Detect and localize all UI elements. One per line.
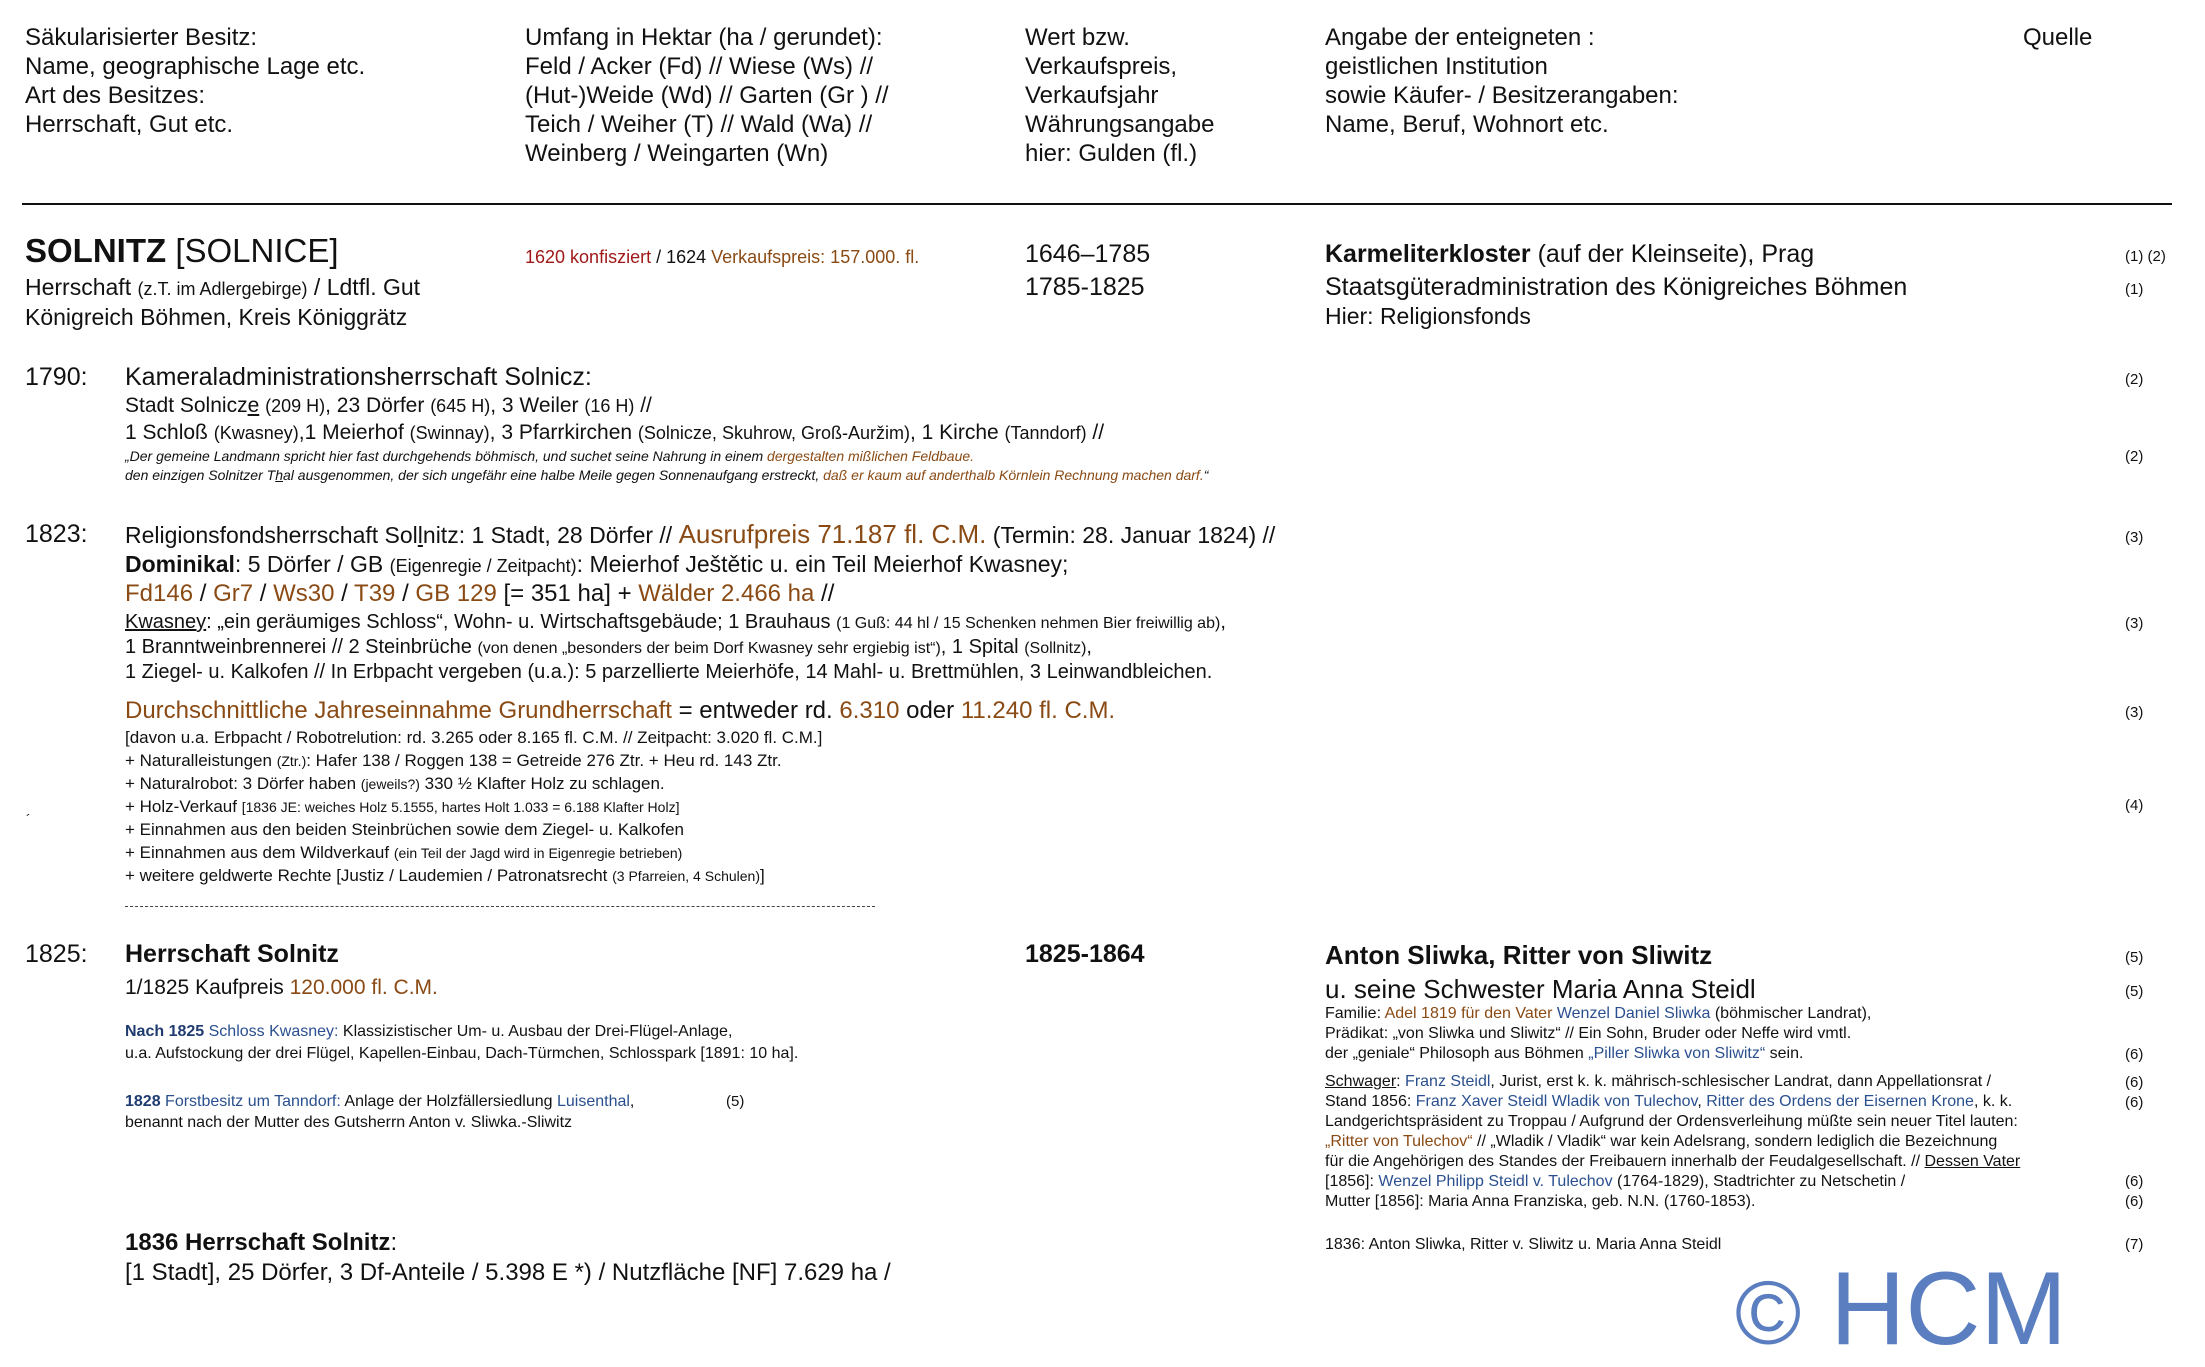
text: 1828 xyxy=(125,1093,161,1110)
entry-location: Königreich Böhmen, Kreis Königgrätz xyxy=(25,304,408,330)
header-line: Herrschaft, Gut etc. xyxy=(25,111,234,138)
detail-line: + Einnahmen aus den beiden Steinbrüchen sowie dem Ziegel- u. Kalkofen xyxy=(125,820,684,839)
text: (Kwasney) xyxy=(213,423,299,443)
header-line: Teich / Weiher (T) // Wald (Wa) // xyxy=(525,111,873,138)
text: l xyxy=(417,522,423,548)
text: : xyxy=(390,1229,398,1256)
source-ref: (4) xyxy=(2125,797,2144,814)
text: “ xyxy=(1203,467,1209,483)
text: (16 H) xyxy=(584,396,635,416)
quote-line xyxy=(125,447,974,466)
text: Dessen Vater xyxy=(1924,1153,2021,1170)
source-ref: (7) xyxy=(2125,1236,2144,1253)
family-line xyxy=(1325,1044,1803,1064)
text: / xyxy=(253,580,274,607)
section-line: [1 Stadt], 25 Dörfer, 3 Df-Anteile / 5.398 E *) / Nutzfläche [NF] 7.629 ha / xyxy=(125,1259,891,1286)
text: „Der gemeine Landmann spricht hier fast durchgehends böhmisch, und suchet seine Nahrung in einem xyxy=(125,448,768,464)
family-line xyxy=(1325,1004,1871,1024)
text: Gr7 xyxy=(213,580,254,607)
text: 1/1825 Kaufpreis xyxy=(125,976,290,999)
section-line xyxy=(125,579,834,609)
header-line: hier: Gulden (fl.) xyxy=(1025,140,1198,167)
text: [= 351 ha] + xyxy=(496,580,639,607)
text: (Tanndorf) xyxy=(1004,423,1087,443)
text: Wenzel Philipp Steidl v. Tulechov xyxy=(1378,1173,1613,1190)
text: , k. k. xyxy=(1973,1093,2013,1110)
owner-line: Hier: Religionsfonds xyxy=(1325,303,1531,329)
text: „Ritter von Tulechov“ xyxy=(1325,1133,1473,1150)
text: , 23 Dörfer xyxy=(325,394,431,417)
text: 1 Branntweinbrennerei // 2 Steinbrüche xyxy=(125,636,478,658)
entry-title xyxy=(25,231,339,271)
source-ref: (6) xyxy=(2125,1046,2144,1063)
header-col-source: Quelle xyxy=(2023,24,2093,51)
text: (ein Teil der Jagd wird in Eigenregie betrieben) xyxy=(393,845,683,861)
section-line xyxy=(125,393,652,419)
text: , xyxy=(629,1093,635,1110)
section-year: 1790: xyxy=(25,363,88,391)
text: dergestalten mißlichen Feldbaue. xyxy=(767,448,975,464)
text: (auf der Kleinseite), Prag xyxy=(1530,240,1815,268)
text: Religionsfondsherrschaft Sol xyxy=(125,522,418,548)
text: Familie: xyxy=(1325,1005,1385,1022)
text: für die Angehörigen des Standes der Freibauern innerhalb der Feudalgesellschaft. // xyxy=(1325,1153,1925,1170)
text: Wälder 2.466 ha xyxy=(638,580,815,607)
sale-price: Verkaufspreis: 157.000. fl. xyxy=(711,247,920,267)
text: // xyxy=(814,580,835,607)
entry-owners xyxy=(1325,240,1907,331)
source-ref: (1) (2) xyxy=(2125,248,2166,265)
detail-line xyxy=(125,797,679,817)
source-ref: (5) xyxy=(726,1093,745,1110)
text: (645 H) xyxy=(430,396,491,416)
section-line: 1 Ziegel- u. Kalkofen // In Erbpacht vergeben (u.a.): 5 parzellierte Meierhöfe, 14 Mahl- u. Brettmühlen, 3 Leinwandbleichen. xyxy=(125,661,1213,683)
text: Franz Steidl xyxy=(1405,1073,1491,1090)
text: der „geniale“ Philosoph aus Böhmen xyxy=(1325,1045,1589,1062)
text: Fd146 xyxy=(125,580,194,607)
entry-years xyxy=(1025,240,1150,302)
text: (Eigenregie / Zeitpacht) xyxy=(389,556,577,576)
header-line: Weinberg / Weingarten (Wn) xyxy=(525,140,829,167)
text: (Solnicze, Skuhrow, Groß-Auržim) xyxy=(637,423,910,443)
entry-type xyxy=(25,273,420,302)
text: den einzigen Solnitzer T xyxy=(125,467,276,483)
text: + Naturalleistungen xyxy=(125,751,277,770)
text: , xyxy=(1086,636,1092,658)
text: Kwasney xyxy=(125,611,207,633)
text: / xyxy=(193,580,214,607)
text: nitz: 1 Stadt, 28 Dörfer // xyxy=(422,522,679,548)
text: (böhmischer Landrat), xyxy=(1710,1005,1872,1022)
header-col-value xyxy=(1025,23,1214,168)
text: (3 Pfarreien, 4 Schulen) xyxy=(612,868,760,884)
text: + Einnahmen aus dem Wildverkauf xyxy=(125,843,394,862)
entry-name: SOLNITZ xyxy=(25,232,167,269)
text: + Naturalrobot: 3 Dörfer haben xyxy=(125,774,361,793)
section-line xyxy=(125,420,1104,446)
source-ref: (3) xyxy=(2125,704,2144,721)
text: (jeweils?) xyxy=(360,776,420,792)
watermark-text: HCM xyxy=(1801,1251,2068,1367)
text: Franz Xaver Steidl Wladik von Tulechov xyxy=(1415,1093,1698,1110)
header-line: Umfang in Hektar (ha / gerundet): xyxy=(525,24,883,51)
header-line: Angabe der enteigneten : xyxy=(1325,24,1595,51)
dashed-separator xyxy=(125,906,875,907)
text: Ritter von Sliwitz xyxy=(1502,940,1713,970)
section-year: 1823: xyxy=(25,520,88,548)
text: / xyxy=(395,580,416,607)
purchase-price xyxy=(125,975,438,1001)
text: Luisenthal xyxy=(556,1093,630,1110)
section-year: 1825: xyxy=(25,940,88,968)
note-line: u.a. Aufstockung der drei Flügel, Kapellen-Einbau, Dach-Türmchen, Schlosspark [1891: 10 ha]. xyxy=(125,1045,799,1062)
header-col-area xyxy=(525,23,889,168)
text: Schloss Kwasney: xyxy=(208,1023,339,1040)
year-range: 1646–1785 xyxy=(1025,240,1151,268)
source-ref: (6) xyxy=(2125,1173,2144,1190)
text: Forstbesitz um Tanndorf: xyxy=(160,1093,341,1110)
header-line: Säkularisierter Besitz: xyxy=(25,24,258,51)
text: Dominikal xyxy=(125,551,235,577)
text: // xyxy=(634,394,652,417)
entry-price xyxy=(525,246,919,268)
text: [1856]: xyxy=(1325,1173,1379,1190)
section-title: Herrschaft Solnitz xyxy=(125,940,339,968)
text: Karmeliterkloster xyxy=(1325,240,1531,268)
header-line: Name, Beruf, Wohnort etc. xyxy=(1325,111,1609,138)
text: Anton Sliwka xyxy=(1325,940,1489,970)
source-ref: (6) xyxy=(2125,1074,2144,1091)
text: (Ztr.) xyxy=(276,753,307,769)
detail-line: [davon u.a. Erbpacht / Robotrelution: rd. 3.265 oder 8.165 fl. C.M. // Zeitpacht: 3.020 fl. C.M.] xyxy=(125,728,823,747)
text: sein. xyxy=(1765,1045,1804,1062)
text: Durchschnittliche Jahreseinnahme Grundherrschaft xyxy=(125,697,672,724)
confiscation-note: 1620 konfisziert xyxy=(525,247,652,267)
text: , xyxy=(1697,1093,1707,1110)
text: : Meierhof Ještětic u. ein Teil Meierhof Kwasney; xyxy=(576,551,1069,577)
text: daß er kaum auf anderthalb Körnlein Rechnung machen darf. xyxy=(823,467,1204,483)
owner-line: u. seine Schwester Maria Anna Steidl xyxy=(1325,974,1756,1004)
text: Ws30 xyxy=(273,580,335,607)
source-ref: (5) xyxy=(2125,983,2144,1000)
family-line: Mutter [1856]: Maria Anna Franziska, geb. N.N. (1760-1853). xyxy=(1325,1193,1756,1210)
header-line: Verkaufsjahr xyxy=(1025,82,1159,109)
auction-price: Ausrufpreis 71.187 fl. C.M. xyxy=(678,519,987,549)
header-line: sowie Käufer- / Besitzerangaben: xyxy=(1325,82,1679,109)
text: Stadt Solnicz xyxy=(125,394,248,417)
text: , 3 Weiler xyxy=(490,394,585,417)
header-line: Art des Besitzes: xyxy=(25,82,206,109)
text: / Ldtfl. Gut xyxy=(307,274,421,300)
header-line: geistlichen Institution xyxy=(1325,53,1548,80)
text: T39 xyxy=(354,580,396,607)
text: : xyxy=(1396,1073,1406,1090)
family-line xyxy=(1325,1092,2012,1112)
owner-line: Staatsgüteradministration des Königreiches Böhmen xyxy=(1325,273,1908,301)
header-rule xyxy=(22,203,2172,205)
owner-line xyxy=(1325,240,1907,269)
detail-line xyxy=(125,843,682,863)
family-line xyxy=(1325,1152,2020,1172)
text: : 5 Dörfer / GB xyxy=(234,551,390,577)
text: (209 H) xyxy=(265,396,326,416)
text: (1 Guß: 44 hl / 15 Schenken nehmen Bier freiwillig ab) xyxy=(836,615,1221,632)
text: oder xyxy=(899,697,961,724)
header-line: Währungsangabe xyxy=(1025,111,1215,138)
source-ref: (2) xyxy=(2125,371,2144,388)
detail-line xyxy=(125,751,782,771)
text: Herrschaft xyxy=(25,274,138,300)
header-col-name xyxy=(25,23,365,139)
year-range: 1785-1825 xyxy=(1025,273,1145,301)
text: al ausgenommen, der sich ungefähr eine halbe Meile gegen Sonnenaufgang erstreckt, xyxy=(283,467,824,483)
section-line xyxy=(125,521,1275,548)
text: : „ein geräumiges Schloss“, Wohn- u. Wirtschaftsgebäude; 1 Brauhaus xyxy=(206,611,837,633)
header-line: Feld / Acker (Fd) // Wiese (Ws) // xyxy=(525,53,874,80)
text: // „Wladik / Vladik“ war kein Adelsrang, sondern lediglich die Bezeichnung xyxy=(1472,1133,1998,1150)
copyright-icon: © xyxy=(1735,1264,1802,1364)
text: + weitere geldwerte Rechte [Justiz / Laudemien / Patronatsrecht xyxy=(125,866,613,885)
entry-name-alt: [SOLNICE] xyxy=(166,232,339,269)
text: , xyxy=(1220,611,1226,633)
year-range: 1825-1864 xyxy=(1025,940,1145,968)
section-line xyxy=(125,634,1092,660)
text: (von denen „besonders der beim Dorf Kwasney sehr ergiebig ist“) xyxy=(477,640,941,657)
text: 120.000 fl. C.M. xyxy=(289,976,438,999)
note-line xyxy=(125,1092,634,1112)
section-line xyxy=(125,551,1068,577)
source-ref: (6) xyxy=(2125,1193,2144,1210)
text: (Swinnay) xyxy=(409,423,490,443)
family-line xyxy=(1325,1072,1991,1092)
text: (1764-1829), Stadtrichter zu Netschetin / xyxy=(1612,1173,1906,1190)
family-line xyxy=(1325,1172,1905,1192)
section-title xyxy=(125,1228,397,1258)
text: Wenzel Daniel Sliwka xyxy=(1556,1005,1711,1022)
detail-line xyxy=(125,774,665,794)
source-ref: (3) xyxy=(2125,615,2144,632)
text: // xyxy=(1086,421,1105,444)
text: GB 129 xyxy=(415,580,497,607)
source-ref: (1) xyxy=(2125,281,2144,298)
text: 1 Schloß xyxy=(125,421,214,444)
source-ref: (5) xyxy=(2125,949,2144,966)
text: Stand 1856: xyxy=(1325,1093,1416,1110)
note-line: 1836: Anton Sliwka, Ritter v. Sliwitz u. Maria Anna Steidl xyxy=(1325,1236,1722,1253)
text: 1836 Herrschaft Solnitz xyxy=(125,1229,391,1256)
text: + Holz-Verkauf xyxy=(125,797,242,816)
source-ref: (2) xyxy=(2125,448,2144,465)
text: , 1 Spital xyxy=(940,636,1025,658)
text: , 1 Kirche xyxy=(909,421,1005,444)
text: ,1 Meierhof xyxy=(298,421,410,444)
text: „Piller Sliwka von Sliwitz“ xyxy=(1588,1045,1766,1062)
family-line: Prädikat: „von Sliwka und Sliwitz“ // Ein Sohn, Bruder oder Neffe wird vmtl. xyxy=(1325,1025,1852,1042)
text: = entweder rd. xyxy=(671,697,840,724)
source-ref: (6) xyxy=(2125,1094,2144,1111)
text: (Termin: 28. Januar 1824) // xyxy=(986,522,1276,548)
text: ] xyxy=(759,866,765,885)
copyright-watermark xyxy=(1735,1251,2068,1367)
text: e xyxy=(247,394,260,417)
text: / 1624 xyxy=(651,247,712,267)
text: Ritter des Ordens der Eisernen Krone xyxy=(1706,1093,1974,1110)
section-line xyxy=(125,609,1226,635)
note-line: benannt nach der Mutter des Gutsherrn Anton v. Sliwka.-Sliwitz xyxy=(125,1114,573,1131)
detail-line xyxy=(125,866,765,886)
text: / xyxy=(334,580,355,607)
text: , xyxy=(1488,940,1503,970)
family-line xyxy=(1325,1132,1997,1152)
text: (Sollnitz) xyxy=(1024,640,1087,657)
text: Klassizistischer Um- u. Ausbau der Drei-Flügel-Anlage, xyxy=(338,1023,733,1040)
text: 6.310 xyxy=(839,697,900,724)
text: : Hafer 138 / Roggen 138 = Getreide 276 Ztr. + Heu rd. 143 Ztr. xyxy=(306,751,782,770)
note-line xyxy=(125,1022,732,1042)
stray-mark: ´ xyxy=(26,811,31,827)
text: 330 ½ Klafter Holz zu schlagen. xyxy=(419,774,665,793)
header-line: Wert bzw. xyxy=(1025,24,1130,51)
text: Nach 1825 xyxy=(125,1023,205,1040)
source-ref: (3) xyxy=(2125,529,2144,546)
header-line: Name, geographische Lage etc. xyxy=(25,53,366,80)
text: Anlage der Holzfällersiedlung xyxy=(340,1093,557,1110)
header-line: Verkaufspreis, xyxy=(1025,53,1178,80)
header-line: (Hut-)Weide (Wd) // Garten (Gr ) // xyxy=(525,82,889,109)
quote-line xyxy=(125,466,1208,485)
text: Adel 1819 für den Vater xyxy=(1384,1005,1557,1022)
text: Schwager xyxy=(1325,1073,1397,1090)
text: , 3 Pfarrkirchen xyxy=(489,421,638,444)
text: , Jurist, erst k. k. mährisch-schlesischer Landrat, dann Appellationsrat / xyxy=(1490,1073,1992,1090)
text: h xyxy=(275,467,283,483)
family-line: Landgerichtspräsident zu Troppau / Aufgrund der Ordensverleihung müßte sein neuer Titel lauten: xyxy=(1325,1113,2018,1130)
text: [1836 JE: weiches Holz 5.1555, hartes Holt 1.033 = 6.188 Klafter Holz] xyxy=(241,799,680,815)
income-line xyxy=(125,696,1115,726)
text: (z.T. im Adlergebirge) xyxy=(137,279,308,299)
section-title: Kameraladministrationsherrschaft Solnicz: xyxy=(125,363,592,391)
owner-line xyxy=(1325,940,1712,970)
header-col-institution xyxy=(1325,23,1679,139)
text: 11.240 fl. C.M. xyxy=(960,697,1116,724)
